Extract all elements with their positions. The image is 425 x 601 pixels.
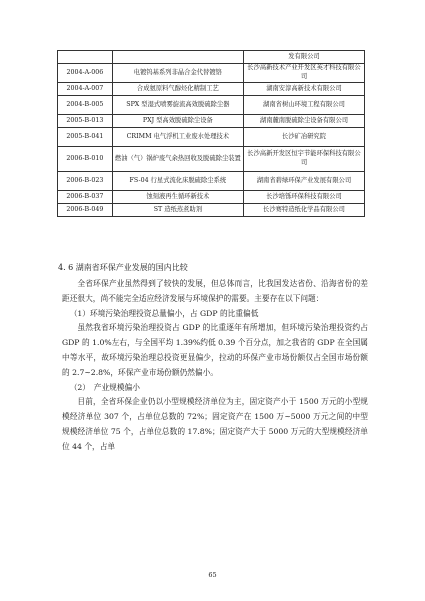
row-organization: 湖南麓南脱硫除尘设备有限公司	[243, 115, 364, 128]
point2-paragraph: 目前，全省环保企业仍以小型规模经济单位为主，固定资产小于 1500 万元的小型规模经济单位 307 个，占单位总数的 72%；固定资产在 1500 万~5000 万元之间的中型规模经济单位 75 个，占单位总数的 17.8%；固定资产大于 5000 万元的大型规模经济单位 44 个，占单	[62, 397, 368, 451]
row-organization: 长沙培铄环保科技有限公司	[243, 191, 364, 204]
table-row	[58, 128, 365, 147]
row-organization: 长沙高新开发区恒宇节能环保科技有限公司	[243, 147, 364, 172]
row-code: 2004-B-005	[58, 96, 113, 115]
row-technology-name: PXJ 型高效脱硫除尘设备	[112, 115, 243, 128]
table-row	[58, 64, 365, 83]
section-body	[62, 277, 368, 455]
row-technology-name	[112, 51, 243, 64]
row-technology-name: 燃油（气）锅炉废气余热回收及脱硫除尘装置	[112, 147, 243, 172]
row-technology-name: FS-04 行星式流化床脱硫除尘系统	[112, 172, 243, 191]
row-code	[58, 51, 113, 64]
row-organization: 湖南安淳高新技术有限公司	[243, 83, 364, 96]
row-code: 2006-B-037	[58, 191, 113, 204]
table-row	[58, 172, 365, 191]
point1-paragraph: 虽然我省环境污染治理投资占 GDP 的比重逐年有所增加，但环境污染治理投资约占 GDP 的 1.0%左右，与全国平均 1.39%约低 0.39 个百分点，加之我省的 GDP 在全国属中等水平，故环境污染治理总投资更显偏少，拉动的环保产业市场份额仅占全国市场份额的 2.7~2.8%，环保产业市场份额仍然偏小。	[62, 323, 368, 377]
row-organization: 发有限公司	[243, 51, 364, 64]
row-technology-name: SPX 型湿式喷雾旋流高效脱硫除尘器	[112, 96, 243, 115]
table-row	[58, 204, 365, 217]
table-row	[58, 83, 365, 96]
table-row	[58, 147, 365, 172]
row-code: 2006-B-049	[58, 204, 113, 217]
row-organization: 长沙矿冶研究院	[243, 128, 364, 147]
intro-paragraph: 全省环保产业虽然得到了较快的发展，但总体而言，比我国发达省份、沿海省份的差距还很大，尚不能完全适应经济发展与环境保护的需要。主要存在以下问题：	[62, 279, 368, 303]
page-number: 65	[208, 571, 217, 579]
point1-title: （1）环境污染治理投资总量偏小，占 GDP 的比重偏低	[69, 308, 259, 318]
table-row	[58, 96, 365, 115]
row-code: 2005-B-041	[58, 128, 113, 147]
row-technology-name: 合成氨原料气醇烃化精制工艺	[112, 83, 243, 96]
row-code: 2006-B-010	[58, 147, 113, 172]
table-row	[58, 51, 365, 64]
table-row	[58, 191, 365, 204]
table-row	[58, 115, 365, 128]
row-code: 2005-B-013	[58, 115, 113, 128]
patent-table	[57, 50, 365, 217]
row-organization: 长沙赛特造纸化学品有限公司	[243, 204, 364, 217]
row-organization: 湖南省树山环境工程有限公司	[243, 96, 364, 115]
row-organization: 湖南省碧绿环保产业发展有限公司	[243, 172, 364, 191]
row-code: 2004-A-007	[58, 83, 113, 96]
row-organization: 长沙高新技术产业开发区英才科技有限公司	[243, 64, 364, 83]
row-code: 2006-B-023	[58, 172, 113, 191]
point2-title: （2） 产业规模偏小	[69, 382, 140, 392]
row-technology-name: CRIMM 电气浮机工业废水处理技术	[112, 128, 243, 147]
row-technology-name: 电镀钨基系列非晶合金代替镀铬	[112, 64, 243, 83]
patent-table-body	[58, 51, 365, 217]
row-technology-name: ST 造纸蒸煮助剂	[112, 204, 243, 217]
row-code: 2004-A-006	[58, 64, 113, 83]
section-heading: 4. 6 湖南省环保产业发展的国内比较	[58, 263, 188, 272]
row-technology-name: 蚀刻液再生循环新技术	[112, 191, 243, 204]
